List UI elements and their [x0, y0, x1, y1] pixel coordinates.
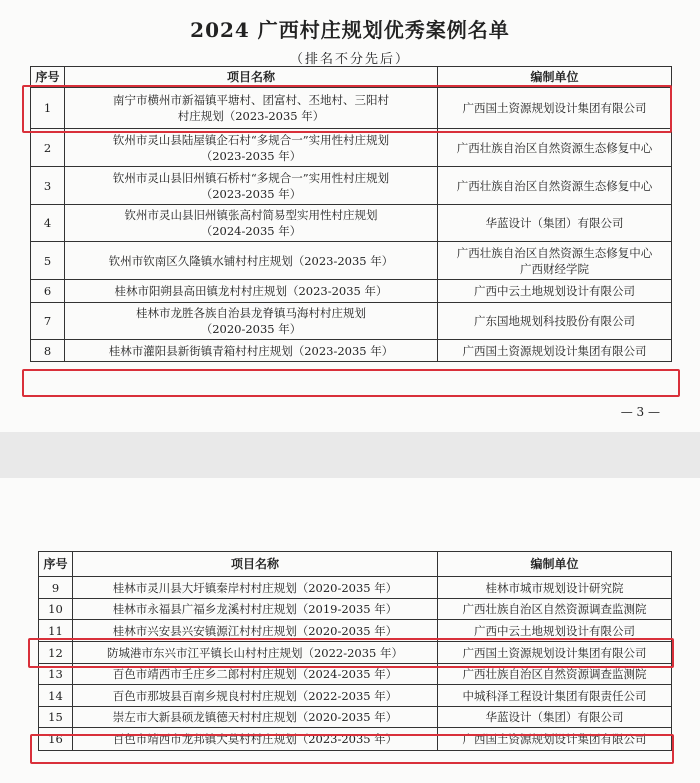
row-index: 7: [31, 303, 65, 340]
project-name-cell: [73, 577, 438, 599]
project-name-cell-line: 钦州市钦南区久隆镇水铺村村庄规划（2023-2035 年）: [108, 253, 394, 268]
project-name-cell-line: 村庄规划（2023-2035 年）: [177, 109, 325, 123]
organization-cell: [438, 707, 672, 728]
project-name-cell-line: 桂林市永福县广福乡龙溪村村庄规划（2019-2035 年）: [112, 602, 398, 616]
header-index: 序号: [31, 67, 65, 88]
row-index: 2: [31, 129, 65, 167]
project-name-cell-line: （2020-2035 年）: [200, 322, 302, 336]
header-index: 序号: [39, 552, 73, 577]
project-name-cell: [73, 685, 438, 707]
project-name-cell-line: 钦州市灵山县旧州镇石桥村“多规合一”实用性村庄规划: [112, 170, 390, 185]
project-name-cell-line: 钦州市灵山县旧州镇张高村简易型实用性村庄规划: [124, 208, 378, 222]
organization-cell-line: 广西中云土地规划设计有限公司: [474, 623, 635, 638]
organization-cell: [438, 577, 672, 599]
highlight-box-row-12: [28, 638, 674, 668]
project-name-cell-line: 桂林市龙胜各族自治县龙脊镇马海村村庄规划: [136, 306, 366, 320]
organization-cell-line: 广西壮族自治区自然资源调查监测院: [462, 602, 647, 616]
row-index: 15: [39, 707, 73, 728]
organization-cell-line: 中城科泽工程设计集团有限责任公司: [462, 688, 647, 703]
organization-cell: [438, 599, 672, 620]
organization-cell-line: 广西国土资源规划设计集团有限公司: [462, 343, 647, 358]
table-header-row: [39, 552, 672, 577]
organization-cell-line: 广西壮族自治区自然资源生态修复中心: [456, 245, 653, 260]
project-name-cell-line: （2023-2035 年）: [200, 186, 302, 201]
organization-cell-line: 广西壮族自治区自然资源生态修复中心: [456, 140, 653, 155]
table-row: [39, 707, 672, 728]
row-index: 5: [31, 242, 65, 280]
organization-cell-line: 广西中云土地规划设计有限公司: [474, 284, 635, 298]
project-name-cell-line: 百色市靖西市壬庄乡二郎村村庄规划（2024-2035 年）: [112, 667, 398, 681]
organization-cell-line: 广西财经学院: [520, 261, 589, 276]
row-index: 8: [31, 340, 65, 362]
organization-cell: [438, 129, 672, 167]
row-index: 3: [31, 167, 65, 205]
project-name-cell: [65, 129, 438, 167]
header-project-name: 项目名称: [73, 552, 438, 577]
row-index: 6: [31, 280, 65, 303]
project-name-cell-line: 桂林市阳朔县高田镇龙村村庄规划（2023-2035 年）: [114, 284, 388, 298]
project-name-cell-line: 桂林市灵川县大圩镇秦岸村村庄规划（2020-2035 年）: [112, 580, 398, 595]
table-row: [39, 685, 672, 707]
organization-cell: [438, 303, 672, 340]
project-name-cell: [65, 242, 438, 280]
row-index: 11: [39, 620, 73, 642]
organization-cell-line: 广西国土资源规划设计集团有限公司: [462, 645, 647, 660]
table-row: [31, 340, 672, 362]
header-organization: 编制单位: [438, 67, 672, 88]
row-index: 12: [39, 642, 73, 664]
document-subtitle: （排名不分先后）: [289, 52, 410, 67]
project-name-cell-line: 钦州市灵山县陆屋镇企石村“多规合一”实用性村庄规划: [112, 132, 390, 147]
row-index: 1: [31, 88, 65, 129]
project-name-cell-line: 桂林市兴安县兴安镇源江村村庄规划（2020-2035 年）: [112, 623, 398, 638]
project-name-cell: [73, 599, 438, 620]
organization-cell-line: 桂林市城市规划设计研究院: [485, 580, 624, 595]
table-row: [39, 577, 672, 599]
project-name-cell-line: 百色市靖西市龙邦镇大莫村村庄规划（2023-2035 年）: [112, 732, 398, 746]
table-row: [39, 599, 672, 620]
organization-cell-line: 华蓝设计（集团）有限公司: [485, 216, 624, 230]
organization-cell-line: 广西壮族自治区自然资源生态修复中心: [456, 178, 653, 193]
organization-cell: [438, 280, 672, 303]
organization-cell: [438, 167, 672, 205]
project-name-cell-line: 南宁市横州市新福镇平塘村、团富村、丕地村、三阳村: [113, 93, 389, 107]
highlight-box-row-16: [30, 734, 674, 764]
organization-cell: [438, 340, 672, 362]
organization-cell: [438, 242, 672, 280]
project-name-cell: [65, 280, 438, 303]
organization-cell-line: 华蓝设计（集团）有限公司: [485, 710, 624, 724]
row-index: 16: [39, 728, 73, 751]
header-organization: 编制单位: [438, 552, 672, 577]
project-name-cell-line: （2024-2035 年）: [200, 224, 302, 238]
table-row: [31, 129, 672, 167]
organization-cell: [438, 685, 672, 707]
project-name-cell: [65, 303, 438, 340]
project-name-cell: [65, 205, 438, 242]
row-index: 14: [39, 685, 73, 707]
table-row: [31, 167, 672, 205]
highlight-box-row-1: [22, 85, 672, 133]
project-name-cell-line: 防城港市东兴市江平镇长山村村庄规划（2022-2035 年）: [106, 645, 404, 660]
row-index: 13: [39, 664, 73, 685]
table-row: [31, 280, 672, 303]
project-name-cell-line: 桂林市灌阳县新街镇青箱村村庄规划（2023-2035 年）: [108, 343, 394, 358]
table-row: [31, 205, 672, 242]
document-page-2: [0, 478, 700, 783]
table-row: [31, 303, 672, 340]
header-project-name: 项目名称: [65, 67, 438, 88]
organization-cell-line: 广西国土资源规划设计集团有限公司: [462, 101, 647, 115]
organization-cell: [438, 205, 672, 242]
project-name-cell-line: 崇左市大新县硕龙镇德天村村庄规划（2020-2035 年）: [112, 710, 398, 724]
table-row: [31, 242, 672, 280]
project-name-cell: [65, 167, 438, 205]
page-number: — 3 —: [620, 405, 660, 419]
organization-cell-line: 广西国土资源规划设计集团有限公司: [462, 732, 647, 746]
organization-cell-line: 广东国地规划科技股份有限公司: [474, 314, 635, 328]
highlight-box-row-8: [22, 369, 680, 397]
organization-cell-line: 广西壮族自治区自然资源调查监测院: [462, 667, 647, 681]
project-name-cell-line: 百色市那坡县百南乡规良村村庄规划（2022-2035 年）: [112, 688, 398, 703]
project-name-cell: [73, 707, 438, 728]
project-name-cell: [65, 340, 438, 362]
row-index: 9: [39, 577, 73, 599]
document-title: 2024 广西村庄规划优秀案例名单: [190, 18, 510, 42]
project-name-cell-line: （2023-2035 年）: [200, 148, 302, 163]
row-index: 4: [31, 205, 65, 242]
row-index: 10: [39, 599, 73, 620]
